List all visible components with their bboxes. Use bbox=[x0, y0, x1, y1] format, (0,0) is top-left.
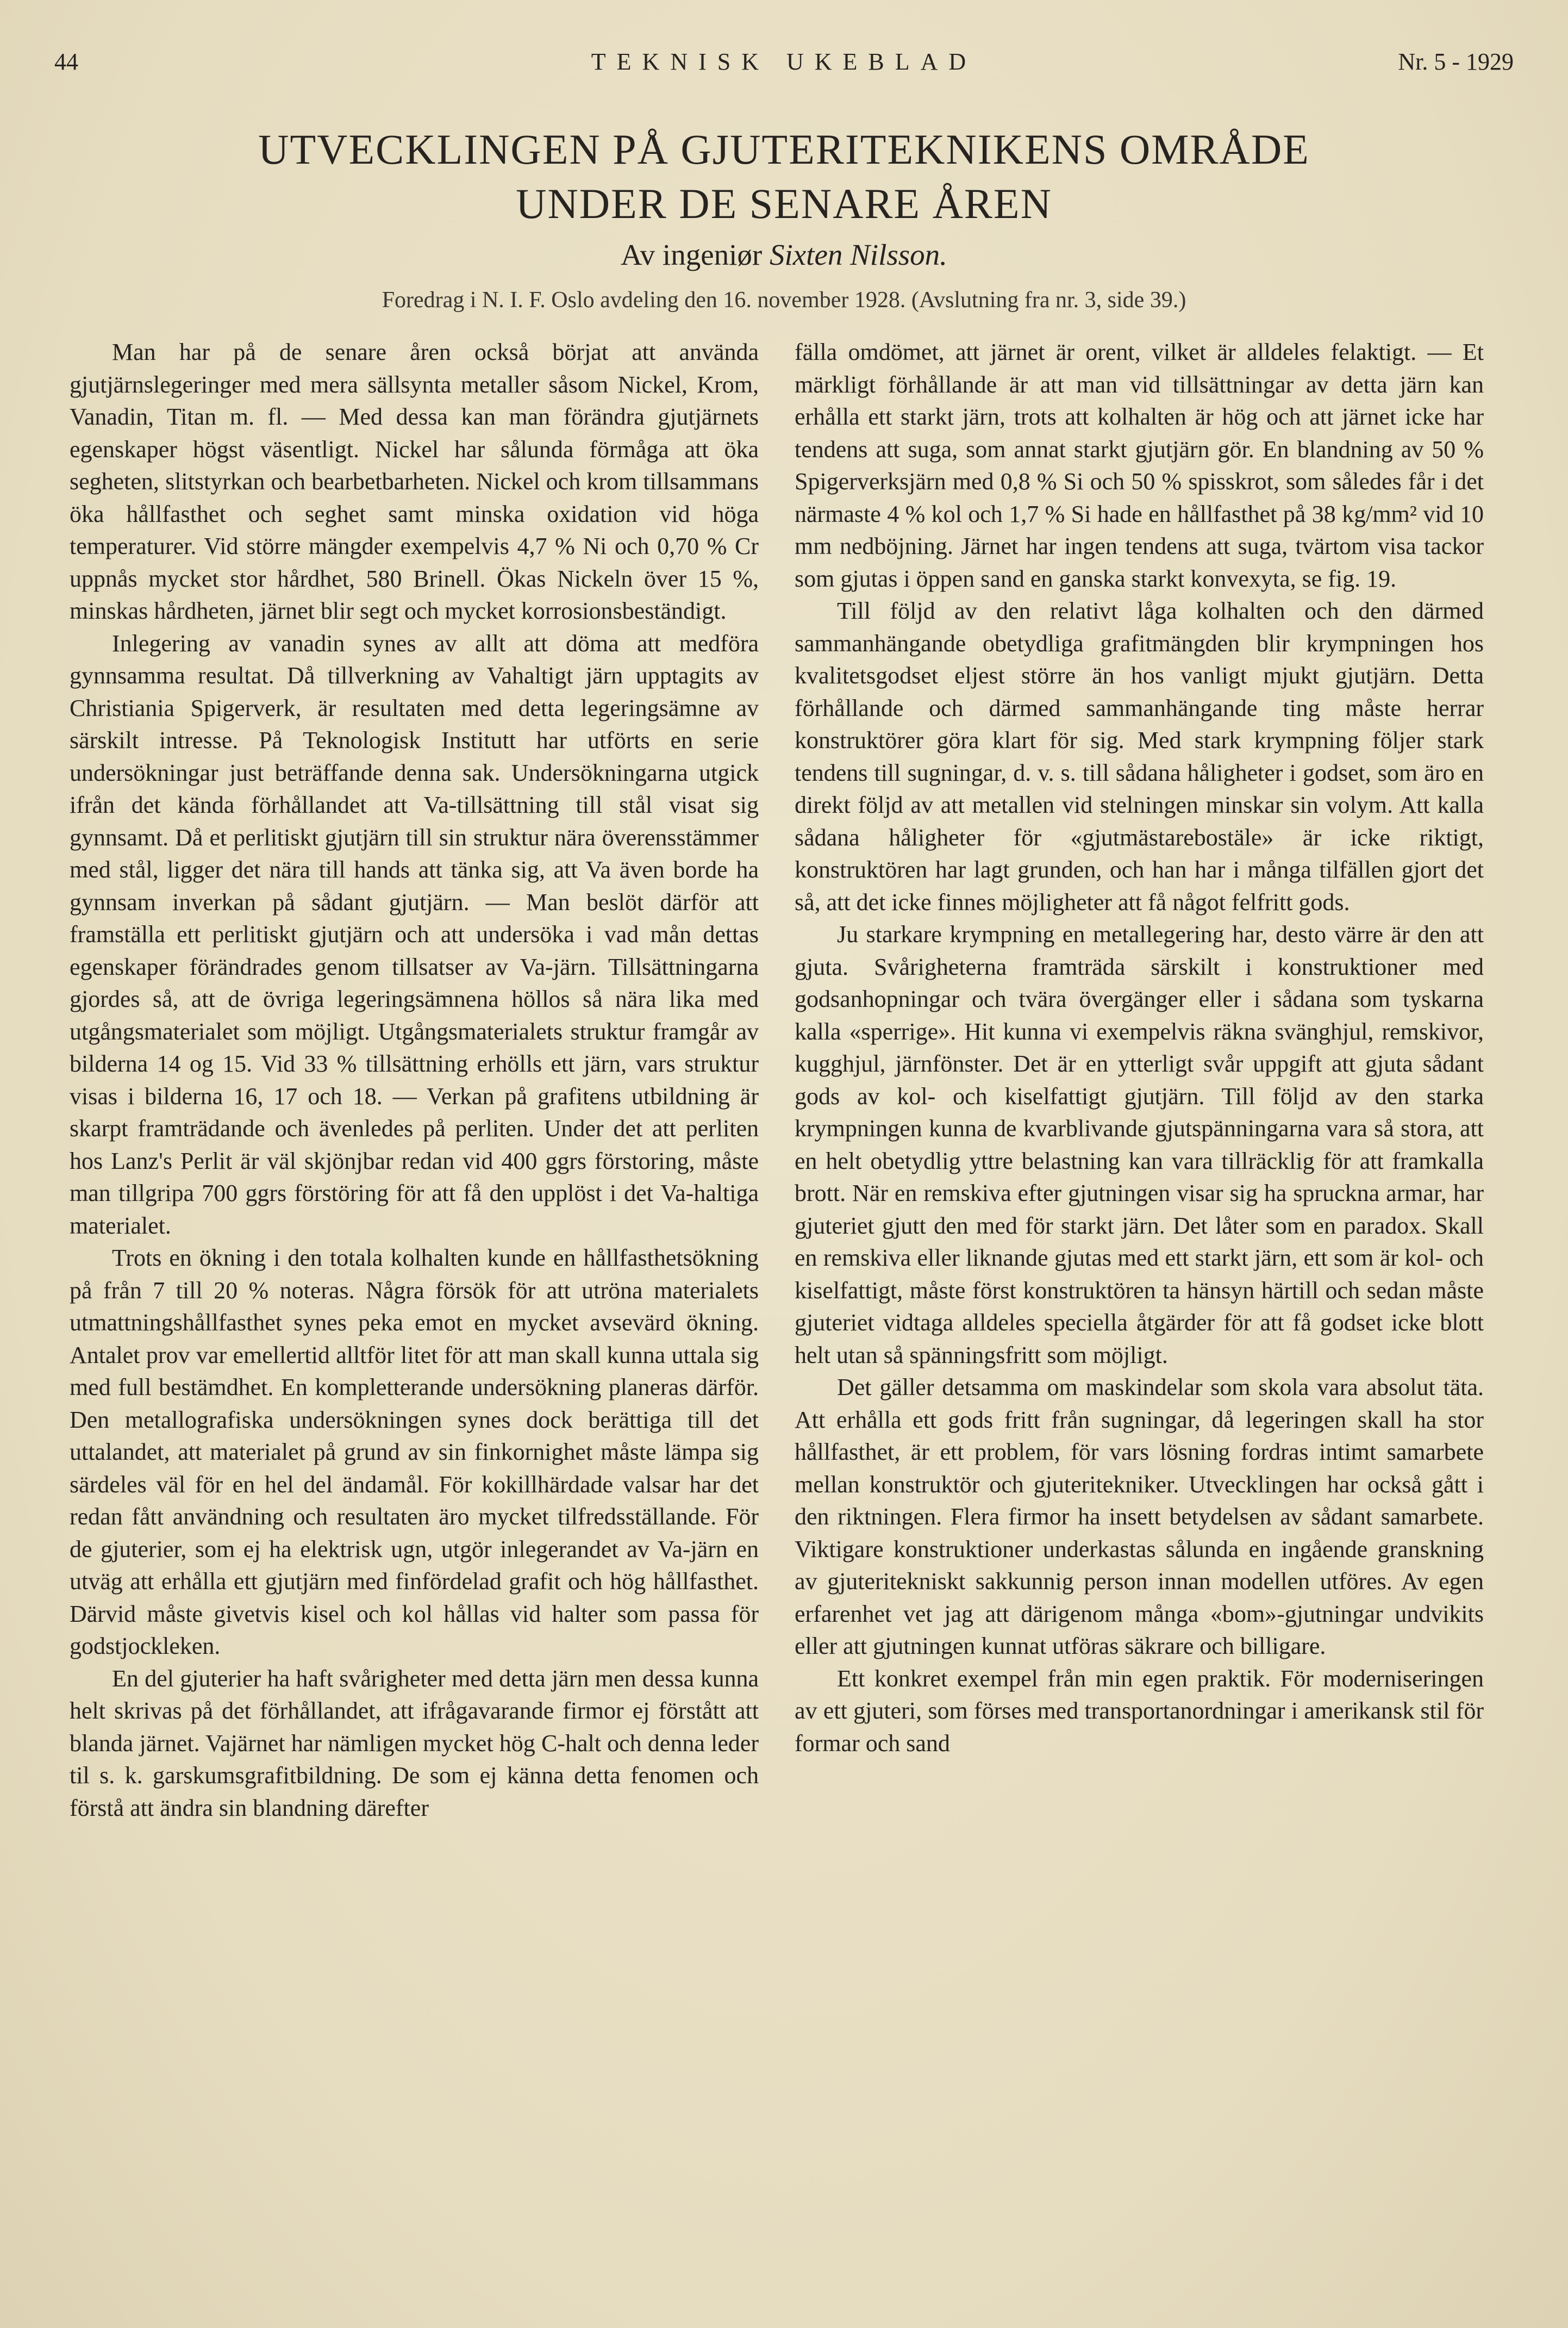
author-name: Sixten Nilsson. bbox=[769, 238, 947, 271]
author-prefix: Av ingeniør bbox=[621, 238, 763, 271]
page-number: 44 bbox=[54, 48, 78, 75]
journal-name: TEKNISK UKEBLAD bbox=[591, 48, 977, 75]
paragraph: Till följd av den relativt låga kolhalten och den därmed sammanhängande obetydliga grafitmängden blir krympningen hos kvalitetsgodset eljest större än hos vanligt mjukt gjutjärn. Detta förhållande och därmed sammanhängande ting måste herrar konstruktörer göra klart för sig. Med stark krympning följer stark tendens till sugningar, d. v. s. till sådana håligheter i godset, som äro en direkt följd av att metallen vid stelningen minskar sin volym. Att kalla sådana håligheter för «gjutmästarebostäle» är icke riktigt, konstruktören har lagt grunden, och han har i många tilfällen gjort det så, att det icke finnes möjligheter att få något felfritt gods. bbox=[795, 597, 1484, 916]
paragraph: Man har på de senare åren också börjat att använda gjutjärnslegeringer med mera sällsynta metaller såsom Nickel, Krom, Vanadin, Titan m. fl. — Med dessa kan man förändra gjutjärnets egenskaper högst väsentligt. Nickel har sålunda förmåga att öka segheten, slitstyrkan och bearbetbarheten. Nickel och krom tillsammans öka hållfasthet och seghet samt minska oxidation vid höga temperaturer. Vid större mängder exempelvis 4,7 % Ni och 0,70 % Cr uppnås mycket stor hårdhet, 580 Brinell. Ökas Nickeln över 15 %, minskas hårdheten, järnet blir segt och mycket korrosionsbeständigt. bbox=[70, 339, 759, 624]
paragraph: Ett konkret exempel från min egen praktik. För moderniseringen av ett gjuteri, som förses med transportanordningar i amerikansk stil för formar och sand bbox=[795, 1665, 1484, 1757]
right-column bbox=[795, 336, 1484, 1759]
paragraph: Inlegering av vanadin synes av allt att döma att medföra gynnsamma resultat. Då tillverkning av Vahaltigt järn upptagits av Christiania Spigerverk, är resultaten med detta legeringsämne av särskilt intresse. På Teknologisk Institutt har utförts en serie undersökningar just beträffande denna sak. Undersökningarna utgick ifrån det kända förhållandet att Va-tillsättning till stål visat sig gynnsamt. Då et perlitiskt gjutjärn till sin struktur nära överensstämmer med stål, ligger det nära till hands att tänka sig, att Va även borde ha gynnsam inverkan på sådant gjutjärn. — Man beslöt därför att framställa ett perlitiskt gjutjärn och att undersöka i vad mån dettas egenskaper förändrades genom tillsatser av Va-järn. Tillsättningarna gjordes så, att de övriga legeringsämnena höllos så nära lika med utgångsmaterialet som möjligt. Utgångsmaterialets struktur framgår av bilderna 14 og 15. Vid 33 % tillsättning erhölls ett järn, vars struktur visas i bilderna 16, 17 och 18. — Verkan på grafitens utbildning är skarpt framträdande och ävenledes på perliten. Under det att perliten hos Lanz's Perlit är väl skjönjbar redan vid 400 ggrs förstoring, måste man tillgripa 700 ggrs förstöring för att få den upplöst i det Va-haltiga materialet. bbox=[70, 630, 759, 1239]
article-subtitle: Foredrag i N. I. F. Oslo avdeling den 16. november 1928. (Avslutning fra nr. 3, side 39.) bbox=[382, 288, 1186, 313]
author-line bbox=[65, 238, 1503, 272]
paragraph: Ju starkare krympning en metallegering har, desto värre är den att gjuta. Svårigheterna framträda särskilt i konstruktioner med godsanhopningar och tvära övergänger eller i sådana som tyskarna kalla «sperrige». Hit kunna vi exempelvis räkna svänghjul, remskivor, kugghjul, järnfönster. Det är en ytterligt svår uppgift att gjuta sådant gods av kol- och kiselfattigt gjutjärn. Till följd av den starka krympningen kunna de kvarblivande gjutspänningarna vara så stora, att en helt obetydlig yttre belastning kan vara tillräcklig för att framkalla brott. När en remskiva efter gjutningen visar sig ha spruckna armar, har gjuteriet gjutt den med för starkt järn. Det låter som en paradox. Skall en remskiva eller liknande gjutas med ett starkt järn, ett som är kol- och kiselfattigt, måste först konstruktören ta hänsyn härtill och sedan måste gjuteriet vidtaga alldeles speciella åtgärder för att få godset icke blott helt utan så spänningsfritt som möjligt. bbox=[795, 921, 1484, 1368]
left-column bbox=[70, 336, 759, 1824]
paragraph: Trots en ökning i den totala kolhalten kunde en hållfasthetsökning på från 7 till 20 % noteras. Några försök för att utröna materialets utmattningshållfasthet synes peka emot en mycket avsevärd ökning. Antalet prov var emellertid alltför litet för att man skall kunna uttala sig med full bestämdhet. En kompletterande undersökning planeras därför. Den metallografiska undersökningen synes dock berättiga till det uttalandet, att materialet på grund av sin finkornighet måste lämpa sig särdeles väl för en hel del ändamål. För kokillhärdade valsar har det redan fått användning och resultaten äro mycket tilfredsställande. För de gjuterier, som ej ha elektrisk ugn, utgör inlegerandet av Va-järn en utväg att erhålla ett gjutjärn med finfördelad grafit och hög hållfasthet. Därvid måste givetvis kisel och kol hållas vid halter som passa för godstjockleken. bbox=[70, 1244, 759, 1659]
paragraph: fälla omdömet, att järnet är orent, vilket är alldeles felaktigt. — Et märkligt förhållande är att man vid tillsättningar av detta järn kan erhålla ett starkt järn, trots att kolhalten är hög och att järnet icke har tendens att suga, som annat starkt gjutjärn gör. En blandning av 50 % Spigerverksjärn med 0,8 % Si och 50 % spisskrot, som således får i det närmaste 4 % kol och 1,7 % Si hade en hållfasthet på 38 kg/mm² vid 10 mm nedböjning. Järnet har ingen tendens att suga, tvärtom visa tackor som gjutas i öppen sand en ganska starkt konvexyta, se fig. 19. bbox=[795, 339, 1484, 592]
article-title bbox=[65, 122, 1503, 231]
paragraph: Det gäller detsamma om maskindelar som skola vara absolut täta. Att erhålla ett gods fritt från sugningar, då legeringen skall ha stor hållfasthet, är ett problem, för vars lösning fordras intimt samarbete mellan konstruktör och gjuteritekniker. Utvecklingen har också gått i den riktningen. Flera firmor ha insett betydelsen av sådant samarbete. Viktigare konstruktioner underkastas sålunda en ingående granskning av gjuteritekniskt sakkunnig person innan modellen utföres. Av egen erfarenhet vet jag att därigenom många «bom»-gjutningar undvikits eller att gjutningen kunnat utföras säkrare och billigare. bbox=[795, 1374, 1484, 1659]
running-head bbox=[54, 48, 1514, 86]
paragraph: En del gjuterier ha haft svårigheter med detta järn men dessa kunna helt skrivas på det förhållandet, att ifrågavarande firmor ej förstått att blanda järnet. Vajärnet har nämligen mycket hög C-halt och denna leder til s. k. garskumsgrafitbildning. De som ej känna detta fenomen och förstå att ändra sin blandning därefter bbox=[70, 1665, 759, 1821]
article-title-line-1: UTVECKLINGEN PÅ GJUTERITEKNIKENS OMRÅDE bbox=[258, 126, 1310, 173]
title-block bbox=[65, 122, 1503, 313]
article-title-line-2: UNDER DE SENARE ÅREN bbox=[516, 180, 1052, 227]
issue-number: Nr. 5 - 1929 bbox=[1398, 48, 1514, 75]
